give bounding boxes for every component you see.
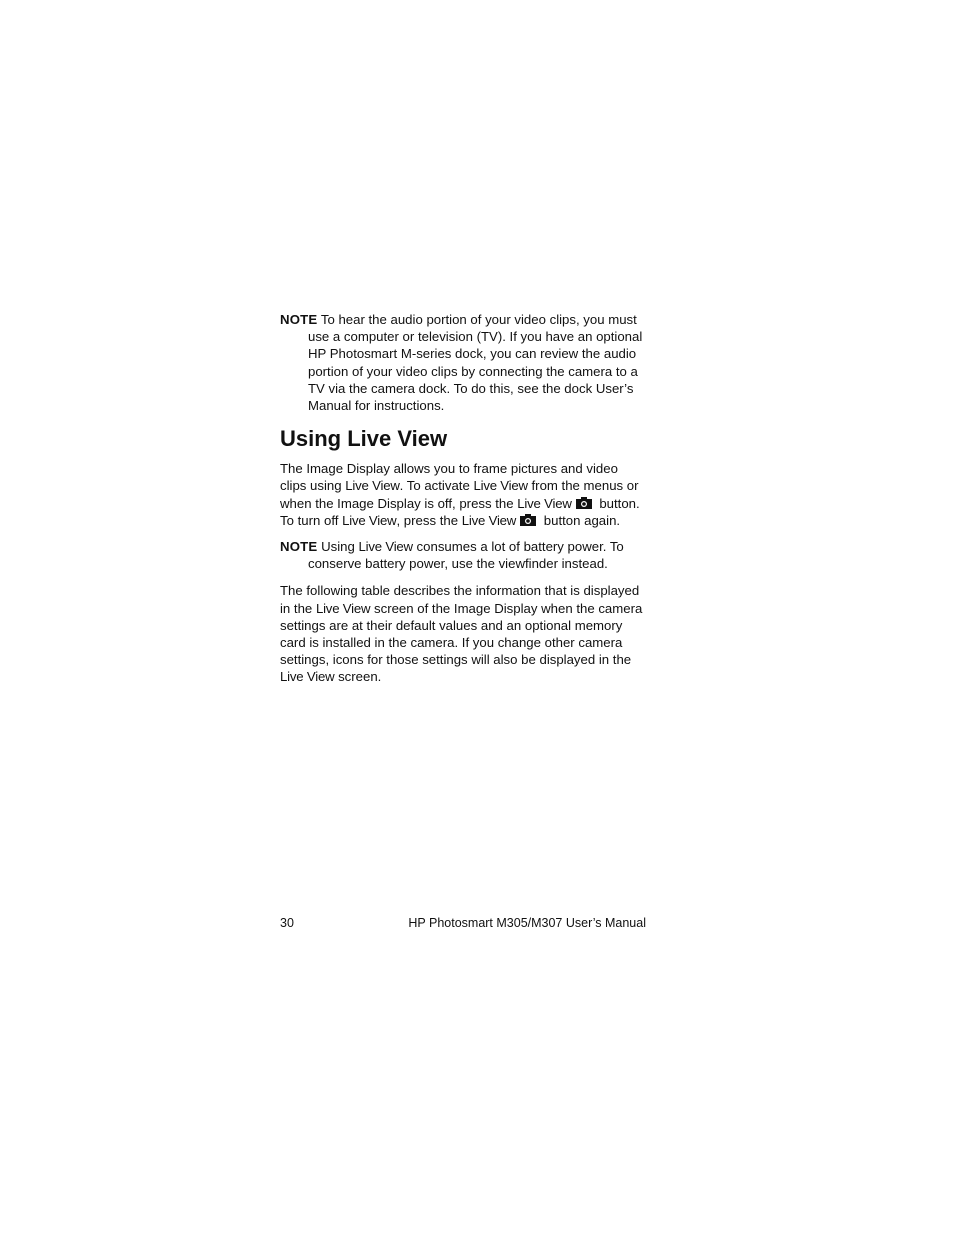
text-run: Using [317,539,359,555]
text-run: from the menus or when the Image Display is off, press the [280,478,639,511]
note-battery [280,538,646,572]
term-live-view: Live View [517,495,572,511]
text-run: . To activate [399,478,474,494]
text-run: The Image Display allows you to frame pictures and video clips using [280,461,618,494]
section-heading: Using Live View [280,426,448,452]
term-live-view: Live View [345,478,400,494]
text-run: screen. [334,669,382,685]
paragraph-live-view-intro [280,460,646,529]
note-label: NOTE [280,312,318,327]
text-run: , press the [396,512,462,528]
note-audio [280,311,646,414]
term-live-view: Live View [473,478,528,494]
text-run: button again. [540,512,621,528]
note-label: NOTE [280,539,318,555]
page-content [280,311,646,695]
camera-icon [520,514,536,526]
paragraph-table-description [280,582,646,685]
camera-icon [576,497,592,509]
term-live-view: Live View [315,600,371,616]
term-live-view: Live View [342,512,397,528]
text-run: screen of the Image Display when the camera settings are at their default values and an optional memory card is installed in the camera. If you change other camera settings, icons for those settings will also be displayed in the [280,600,643,668]
term-live-view: Live View [358,539,413,555]
term-live-view: Live View [461,512,517,528]
page-number: 30 [280,916,294,930]
text-run: button. To turn off [280,495,640,528]
term-live-view: Live View [280,669,335,685]
text-run: consumes a lot of battery power. To conserve battery power, use the viewfinder instead. [308,539,624,572]
manual-title: HP Photosmart M305/M307 User’s Manual [408,916,646,930]
note-text: To hear the audio portion of your video clips, you must use a computer or television (TV). If you have an optional HP Photosmart M-series dock, you can review the audio portion of your video clips by connecting the camera to a TV via the camera dock. To do this, see the dock User’s Manual for instructions. [308,312,643,414]
text-run: The following table describes the information that is displayed in the [280,583,640,616]
